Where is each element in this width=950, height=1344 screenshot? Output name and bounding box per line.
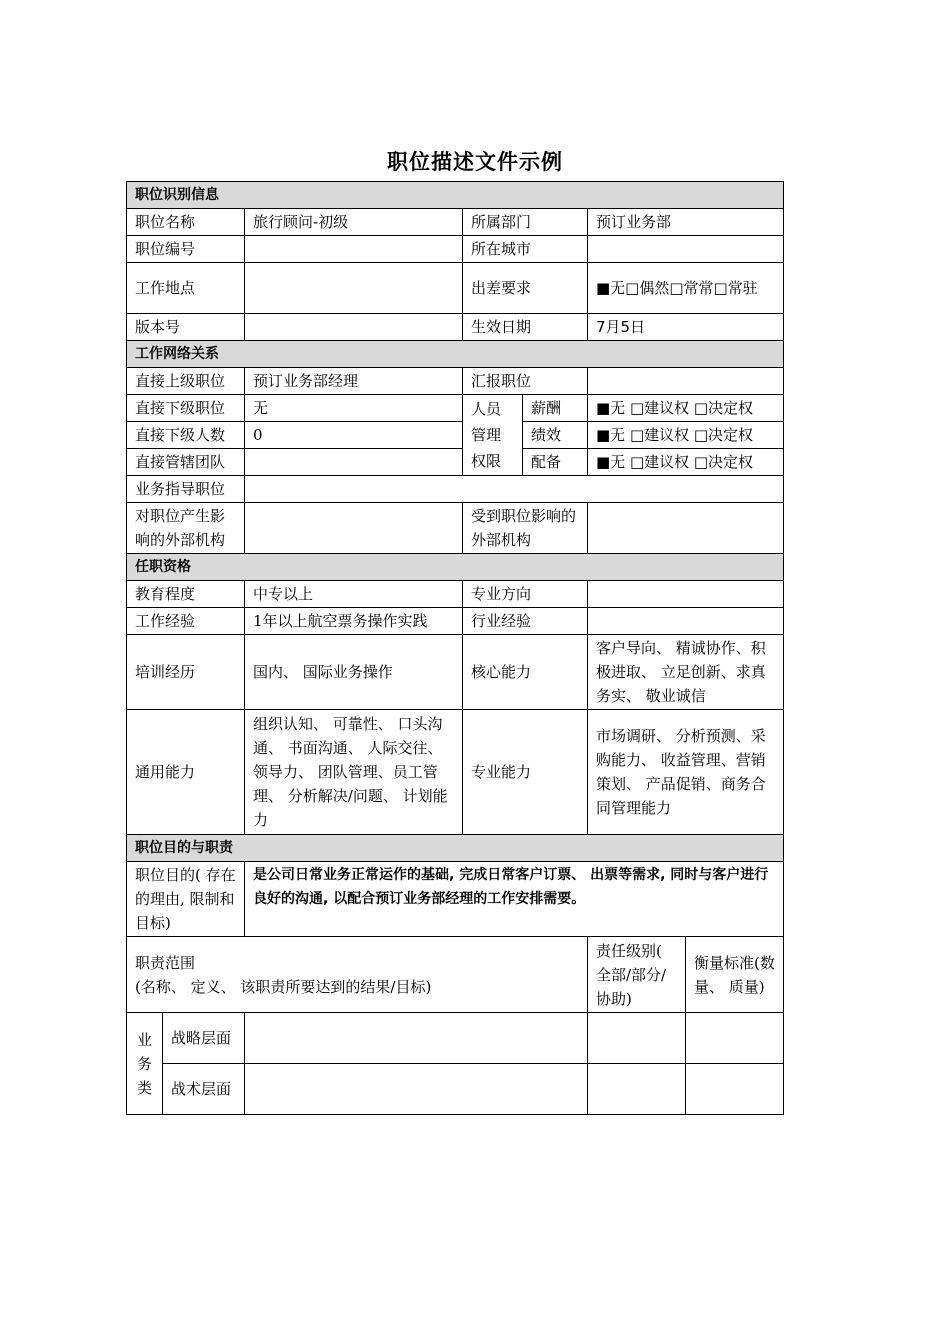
work-location-label: 工作地点 bbox=[127, 263, 245, 314]
core-competency-value: 客户导向、 精诚协作、积极进取、 立足创新、求真务实、 敬业诚信 bbox=[588, 635, 784, 710]
travel-requirement-label: 出差要求 bbox=[463, 263, 588, 314]
staffing-authority-options: ■无 □建议权 □决定权 bbox=[588, 449, 784, 476]
authority-label: 人员管理权限 bbox=[463, 395, 523, 476]
tactical-level-cell bbox=[588, 1064, 686, 1115]
responsibility-level-header: 责任级别( 全部/部分/协助) bbox=[588, 937, 686, 1013]
page-title: 职位描述文件示例 bbox=[387, 150, 563, 174]
strategic-duty-cell bbox=[245, 1013, 588, 1064]
city-value bbox=[588, 236, 784, 263]
superior-value: 预订业务部经理 bbox=[245, 368, 463, 395]
section-qualifications-header: 任职资格 bbox=[127, 554, 784, 581]
guide-label: 业务指导职位 bbox=[127, 476, 245, 503]
section-identification-header: 职位识别信息 bbox=[127, 182, 784, 209]
duty-scope-header bbox=[127, 937, 588, 1013]
department-label: 所属部门 bbox=[463, 209, 588, 236]
industry-label: 行业经验 bbox=[463, 608, 588, 635]
core-competency-label: 核心能力 bbox=[463, 635, 588, 710]
guide-value bbox=[245, 476, 784, 503]
performance-authority-options: ■无 □建议权 □决定权 bbox=[588, 422, 784, 449]
major-label: 专业方向 bbox=[463, 581, 588, 608]
subordinate-label: 直接下级职位 bbox=[127, 395, 245, 422]
travel-requirement-options: ■无□偶然□常常□常驻 bbox=[588, 263, 784, 314]
measurement-standard-header: 衡量标准(数量、 质量) bbox=[686, 937, 784, 1013]
external-affecting-label: 受到职位影响的外部机构 bbox=[463, 503, 588, 554]
general-competency-label: 通用能力 bbox=[127, 710, 245, 835]
version-value bbox=[245, 314, 463, 341]
report-label: 汇报职位 bbox=[463, 368, 588, 395]
purpose-value: 是公司日常业务正常运作的基础, 完成日常客户订票、 出票等需求, 同时与客户进行良好的沟通, 以配合预订业务部经理的工作安排需要。 bbox=[245, 862, 784, 937]
education-label: 教育程度 bbox=[127, 581, 245, 608]
effective-date-value: 7月5日 bbox=[588, 314, 784, 341]
job-code-label: 职位编号 bbox=[127, 236, 245, 263]
professional-competency-value: 市场调研、 分析预测、采购能力、 收益管理、营销策划、 产品促销、商务合同管理能力 bbox=[588, 710, 784, 835]
external-affected-value bbox=[245, 503, 463, 554]
tactical-level-label: 战术层面 bbox=[163, 1064, 245, 1115]
purpose-label: 职位目的( 存在的理由, 限制和目标) bbox=[127, 862, 245, 937]
performance-label: 绩效 bbox=[523, 422, 588, 449]
subordinate-count-label: 直接下级人数 bbox=[127, 422, 245, 449]
major-value bbox=[588, 581, 784, 608]
staffing-label: 配备 bbox=[523, 449, 588, 476]
business-category-label: 业务类 bbox=[127, 1013, 163, 1115]
job-name-value: 旅行顾问-初级 bbox=[245, 209, 463, 236]
strategic-measure-cell bbox=[686, 1013, 784, 1064]
external-affected-label: 对职位产生影响的外部机构 bbox=[127, 503, 245, 554]
strategic-level-label: 战略层面 bbox=[163, 1013, 245, 1064]
superior-label: 直接上级职位 bbox=[127, 368, 245, 395]
section-network-header: 工作网络关系 bbox=[127, 341, 784, 368]
job-name-label: 职位名称 bbox=[127, 209, 245, 236]
job-code-value bbox=[245, 236, 463, 263]
subordinate-value: 无 bbox=[245, 395, 463, 422]
tactical-duty-cell bbox=[245, 1064, 588, 1115]
training-label: 培训经历 bbox=[127, 635, 245, 710]
report-value bbox=[588, 368, 784, 395]
effective-date-label: 生效日期 bbox=[463, 314, 588, 341]
experience-label: 工作经验 bbox=[127, 608, 245, 635]
general-competency-value: 组织认知、 可靠性、 口头沟通、 书面沟通、 人际交往、 领导力、 团队管理、员工管理、 分析解决/问题、 计划能力 bbox=[245, 710, 463, 835]
training-value: 国内、 国际业务操作 bbox=[245, 635, 463, 710]
work-location-value bbox=[245, 263, 463, 314]
team-value bbox=[245, 449, 463, 476]
experience-value: 1年以上航空票务操作实践 bbox=[245, 608, 463, 635]
tactical-measure-cell bbox=[686, 1064, 784, 1115]
salary-authority-options: ■无 □建议权 □决定权 bbox=[588, 395, 784, 422]
team-label: 直接管辖团队 bbox=[127, 449, 245, 476]
section-purpose-header: 职位目的与职责 bbox=[127, 835, 784, 862]
strategic-level-cell bbox=[588, 1013, 686, 1064]
professional-competency-label: 专业能力 bbox=[463, 710, 588, 835]
city-label: 所在城市 bbox=[463, 236, 588, 263]
external-affecting-value bbox=[588, 503, 784, 554]
education-value: 中专以上 bbox=[245, 581, 463, 608]
subordinate-count-value: 0 bbox=[245, 422, 463, 449]
version-label: 版本号 bbox=[127, 314, 245, 341]
job-description-table bbox=[126, 181, 784, 1115]
department-value: 预订业务部 bbox=[588, 209, 784, 236]
industry-value bbox=[588, 608, 784, 635]
salary-label: 薪酬 bbox=[523, 395, 588, 422]
duty-scope-description: (名称、 定义、 该职责所要达到的结果/目标) bbox=[135, 977, 432, 996]
duty-scope-title: 职责范围 bbox=[135, 953, 196, 972]
